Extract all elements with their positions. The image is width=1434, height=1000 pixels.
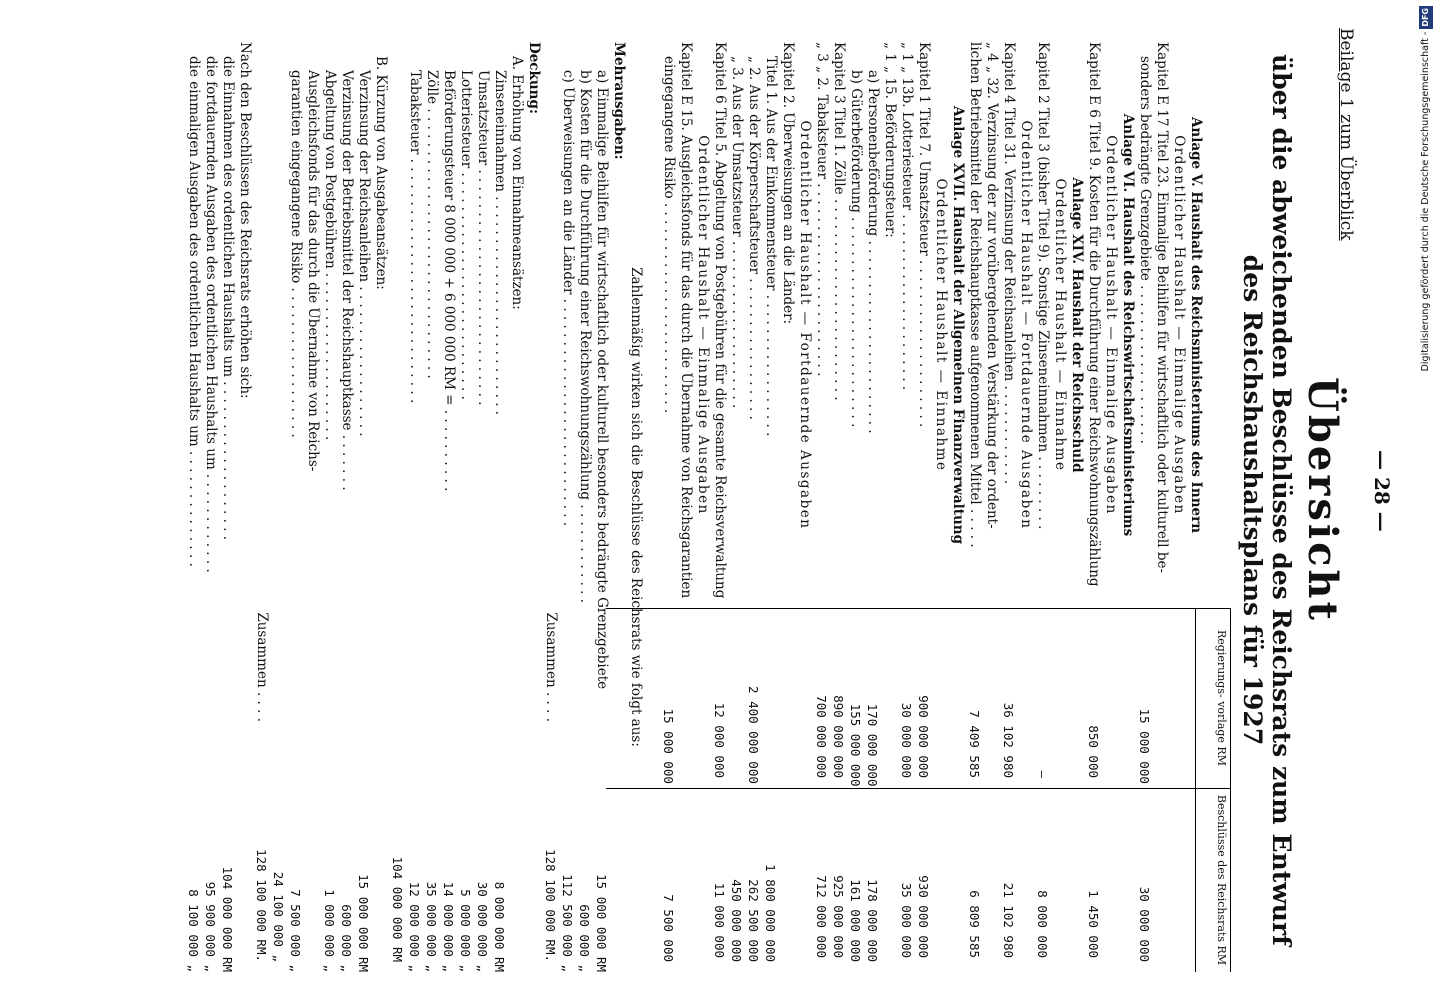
regierung-value: 890 000 000 — [831, 695, 846, 778]
table-row — [1102, 42, 1119, 972]
deckung-total-label: Zusammen . . . . — [254, 612, 270, 722]
row-label: Kapitel E 17 Titel 23. Einmalige Beihilfen für wirtschaftlich oder kulturell be- — [1154, 42, 1170, 574]
row-label: „ 1 „ 13b. Lotteriesteuer . . . . . . . . . . . . . . . . . . . . . — [899, 42, 915, 391]
regierung-value: 15 000 000 — [661, 708, 676, 784]
row-label: Kapitel E 6 Titel 9. Kosten für die Durchführung einer Reichswohnungszählung — [1086, 42, 1102, 587]
row-label: Ordentlicher Haushalt — Einnahme — [933, 178, 949, 472]
final-intro — [236, 42, 253, 972]
row-label: Ordentlicher Haushalt — Fortdauernde Ausgaben — [797, 120, 813, 530]
row-label: Kapitel E 15. Ausgleichsfonds für das durch die Übernahme von Reichsgarantien — [678, 42, 694, 599]
mehrausgaben-heading — [610, 42, 627, 972]
deckung-a-total — [389, 42, 406, 972]
deckung-b-item — [321, 42, 338, 972]
deckung-heading-label: Deckung: — [526, 42, 542, 114]
deckung-b-item-value: 600 000 „ — [339, 904, 354, 972]
table-row — [1136, 42, 1153, 972]
table-row — [711, 42, 728, 972]
table-row — [813, 42, 830, 972]
mehrausgaben-item-value: 15 000 000 RM — [594, 874, 609, 972]
beilage-label: Beilage 1 zum Überblick — [1336, 28, 1356, 241]
reichsrat-value: 161 000 000 — [848, 879, 863, 962]
regierung-value: 850 000 — [1086, 725, 1101, 778]
deckung-b-item — [355, 42, 372, 972]
reichsrat-value: 1 450 000 — [1086, 890, 1101, 958]
deckung-a-item-label: Beförderungsteuer 8 000 000 + 6 000 000 RM = . . . . . . . . . . — [441, 70, 457, 492]
row-label: a) Personenbeförderung . . . . . . . . . . . . . . . . . . . . . . . — [865, 70, 881, 434]
deckung-a-heading — [508, 42, 525, 972]
mehrausgaben-item — [593, 42, 610, 972]
deckung-b-item-label: Abgeltung von Postgebühren . . . . . . . . . . . . . . . . . . . . — [322, 70, 338, 441]
row-label: Titel 1. Aus der Einkommensteuer . . . . . . . . . . . . . . . . . — [763, 56, 779, 437]
deckung-b-heading — [372, 42, 389, 972]
row-label: Kapitel 3 Titel 1. Zölle . . . . . . . . . . . . . . . . . . . . . . . . — [831, 42, 847, 401]
regierung-value: 36 102 980 — [1001, 702, 1016, 778]
deckung-b-item — [338, 42, 355, 972]
deckung-b-item — [304, 42, 321, 972]
deckung-a-item-value: 5 000 000 „ — [458, 889, 473, 972]
final-item-label: die Einnahmen des ordentlichen Haushalts um . . . . . . . . . . . . . . . . . . . — [220, 56, 236, 541]
reichsrat-value: 7 500 000 — [661, 894, 676, 962]
final-item — [202, 42, 219, 972]
final-item-value: 95 900 000 „ — [203, 881, 218, 972]
deckung-a-item-value: 30 000 000 „ — [475, 881, 490, 972]
dfg-logo: DFG — [1419, 6, 1433, 29]
table-row — [847, 42, 864, 972]
final-item-label: die fortdauernden Ausgaben des ordentlichen Haushalts um . . . . . . . . . . . . — [203, 56, 219, 573]
deckung-b-item-value: 7 500 000 „ — [288, 889, 303, 972]
row-label: sonders bedrängte Grenzgebiete . . . . . . . . . . . . . . . . . . . — [1137, 56, 1153, 444]
dfg-stamp — [1419, 6, 1433, 994]
regierung-value: 7 409 585 — [967, 710, 982, 778]
reichsrat-value: 21 102 980 — [1001, 882, 1016, 958]
deckung-b-item — [287, 42, 304, 972]
reichsrat-value: 262 500 000 — [746, 879, 761, 962]
row-label: Kapitel 2 Titel 3 (bisher Titel 9). Sonstige Zinseneinnahmen . . . . . . . . . — [1035, 42, 1051, 530]
mehrausgaben-total-value: 128 100 000 RM. — [543, 849, 558, 962]
mehrausgaben-heading-label: Mehrausgaben: — [611, 42, 627, 160]
row-label: „ 1 „ 15. Beförderungsteuer: — [882, 42, 898, 238]
table-row — [1068, 42, 1085, 972]
table-row — [1153, 42, 1170, 972]
row-label: lichen Betriebsmittel der Reichshauptkasse aufgenommenen Mittel . . . . . — [967, 42, 983, 548]
reichsrat-value: 1 800 000 000 — [763, 864, 778, 962]
deckung-a-item — [474, 42, 491, 972]
regierung-value: 12 000 000 — [712, 702, 727, 778]
row-label: Anlage VI. Haushalt des Reichswirtschaftsministeriums — [1120, 113, 1136, 537]
reichsrat-value: 35 000 000 — [899, 882, 914, 958]
regierung-value: — — [1035, 770, 1050, 778]
final-item-value: 8 100 000 „ — [186, 889, 201, 972]
regierung-value: 900 000 000 — [916, 695, 931, 778]
document-subtitle-2: des Reichshaushaltsplans für 1927 — [1238, 254, 1267, 746]
deckung-a-item-label: Zinseneinnahmen . . . . . . . . . . . . . . . . . . . . . . . . . . — [492, 70, 508, 416]
mehrausgaben-total-label: Zusammen . . . . — [543, 612, 559, 722]
row-label: Kapitel 1 Titel 7. Umsatzsteuer . . . . . . . . . . . . . . . . . . . . — [916, 42, 932, 428]
row-label: Kapitel 6 Titel 5. Abgeltung von Postgebühren für die gesamte Reichsverwaltung — [712, 42, 728, 599]
deckung-b-item-label: Ausgleichsfonds für das durch die Übernahme von Reichs- — [305, 70, 321, 472]
table-row — [864, 42, 881, 972]
deckung-b-item-label: garantien eingegangene Risiko . . . . . . . . . . . . . . . . . . — [288, 70, 304, 438]
deckung-total-value: 128 100 000 RM. — [254, 849, 269, 962]
row-label: Kapitel 4 Titel 31. Verzinsung der Reichsanleihen . . . . . . . . . . . . — [1001, 42, 1017, 485]
mehrausgaben-item-label: b) Kosten für die Durchführung einer Reichswohnungszählung . . . . . . . . . . . . — [577, 70, 593, 604]
deckung-a-item-label: Lotteriesteuer . . . . . . . . . . . . . . . . . . . . . . . . . . . — [458, 70, 474, 400]
page-number: — 28 — — [1370, 450, 1394, 532]
reichsrat-value: 8 000 000 — [1035, 890, 1050, 958]
final-item-label: die einmaligen Ausgaben des ordentlichen Haushalts um . . . . . . . . . . . . . . — [186, 56, 202, 567]
document-title: Übersicht — [1299, 376, 1346, 623]
mehrausgaben-total — [542, 42, 559, 972]
deckung-a-item-label: Zölle . . . . . . . . . . . . . . . . . . . . . . . . . . . . . . . . — [424, 70, 440, 379]
table-row — [660, 42, 677, 972]
row-label: „ 3 „ 2. Tabaksteuer . . . . . . . . . . . . . . . . . . . . . . . — [814, 42, 830, 377]
deckung-a-item-value: 35 000 000 „ — [424, 881, 439, 972]
mehrausgaben-item-label: c) Überweisungen an die Länder . . . . . . . . . . . . . . . . . . . . . . . . . . . — [560, 70, 576, 527]
table-row — [796, 42, 813, 972]
deckung-b-total — [270, 42, 287, 972]
regierung-value: 700 000 000 — [814, 695, 829, 778]
deckung-b-item-label: Verzinsung der Reichsanleihen . . . . . . . . . . . . . . . . . . — [356, 70, 372, 437]
mehrausgaben-item — [559, 42, 576, 972]
stamp-text: Digitalisierung gefördert durch die Deutsche Forschungsgemeinschaft - — [1420, 31, 1431, 372]
rotated-document — [34, 0, 1434, 1000]
deckung-total — [253, 42, 270, 972]
deckung-heading — [525, 42, 542, 972]
deckung-a-item-label: Umsatzsteuer . . . . . . . . . . . . . . . . . . . . . . . . . . . . — [475, 70, 491, 406]
final-item — [185, 42, 202, 972]
deckung-b-item-value: 15 000 000 RM — [356, 874, 371, 972]
table-row — [1085, 42, 1102, 972]
final-item — [219, 42, 236, 972]
regierung-value: 2 400 000 000 — [746, 686, 761, 784]
row-label: Anlage XIV. Haushalt der Reichsschuld — [1069, 177, 1085, 473]
deckung-a-item — [491, 42, 508, 972]
table-row — [728, 42, 745, 972]
reichsrat-value: 450 000 000 — [729, 879, 744, 962]
table-row — [762, 42, 779, 972]
table-row — [949, 42, 966, 972]
deckung-a-item — [440, 42, 457, 972]
reichsrat-value: 712 000 000 — [814, 875, 829, 958]
final-item-value: 104 000 000 RM — [220, 866, 235, 972]
deckung-a-total-value: 104 000 000 RM — [390, 856, 405, 962]
summary-intro: Zahlenmäßig wirken sich die Beschlüsse des Reichsrats wie folgt aus: — [628, 267, 644, 747]
row-label: Anlage XVII. Haushalt der Allgemeinen Finanzverwaltung — [950, 105, 966, 545]
table-row — [1170, 42, 1187, 972]
row-label: „ 4 „ 32. Verzinsung der zur vorübergehenden Verstärkung der ordent- — [984, 42, 1000, 529]
deckung-b-item-label: Verzinsung der Betriebsmittel der Reichshauptkasse . . . . . . . — [339, 70, 355, 491]
table-row — [779, 42, 796, 972]
regierung-value: 155 000 000 — [848, 703, 863, 787]
table-row — [830, 42, 847, 972]
row-label: Ordentlicher Haushalt — Fortdauernde Ausgaben — [1018, 120, 1034, 530]
deckung-b-heading-label: B. Kürzung von Ausgabeansätzen: — [373, 56, 389, 290]
budget-table — [660, 42, 1204, 972]
deckung-b-item-value: 1 000 000 „ — [322, 889, 337, 972]
reichsrat-value: 30 000 000 — [1137, 886, 1152, 962]
table-row — [677, 42, 694, 972]
row-label: Ordentlicher Haushalt — Einnahme — [1052, 178, 1068, 472]
deckung-a-item — [406, 42, 423, 972]
row-label: b) Güterbeförderung . . . . . . . . . . . . . . . . . . . . . . . . . — [848, 70, 864, 428]
deckung-a-item — [423, 42, 440, 972]
row-label: Kapitel 2. Überweisungen an die Länder: — [780, 42, 796, 325]
table-top-rule — [1230, 608, 1231, 972]
column-header-reichsrat: Beschlüsse des Reichsrats RM — [1215, 794, 1228, 966]
regierung-value: 170 000 000 — [865, 703, 880, 787]
regierung-value: 15 000 000 — [1137, 708, 1152, 784]
column-header-regierung: Regierungs- vorlage RM — [1215, 630, 1228, 766]
document-subtitle-1: über die abweichenden Beschlüsse des Reichsrats zum Entwurf — [1267, 54, 1296, 946]
mehrausgaben-item — [576, 42, 593, 972]
table-row — [966, 42, 983, 972]
table-row — [745, 42, 762, 972]
deckung-a-item-value: 8 000 000 RM — [492, 881, 507, 972]
deckung-a-item-value: 14 000 000 „ — [441, 881, 456, 972]
row-label: „ 3. Aus der Umsatzsteuer . . . . . . . . . . . . . . . . . . . . — [729, 56, 745, 409]
mehrausgaben-item-value: 112 500 000 „ — [560, 874, 575, 972]
table-row — [1119, 42, 1136, 972]
table-row — [915, 42, 932, 972]
table-row — [881, 42, 898, 972]
row-label: eingegangene Risiko . . . . . . . . . . . . . . . . . . . . . . . . . — [661, 56, 677, 414]
deckung-a-heading-label: A. Erhöhung von Einnahmeansätzen: — [509, 56, 525, 310]
table-row — [694, 42, 711, 972]
deckung-a-item — [457, 42, 474, 972]
mehrausgaben-item-label: a) Einmalige Beihilfen für wirtschaftlich oder kulturell besonders bedrängte Grenzgebiete — [594, 70, 610, 690]
deckung-a-item-value: 12 000 000 „ — [407, 881, 422, 972]
table-row — [983, 42, 1000, 972]
deckung-a-item-label: Tabaksteuer . . . . . . . . . . . . . . . . . . . . . . . . . . . . . — [407, 70, 423, 404]
reichsrat-value: 930 000 000 — [916, 875, 931, 958]
reichsrat-value: 178 000 000 — [865, 879, 880, 962]
deckung-b-total-value: 24 100 000 „ — [271, 871, 286, 962]
table-row — [898, 42, 915, 972]
table-row — [1017, 42, 1034, 972]
reichsrat-value: 925 000 000 — [831, 875, 846, 958]
table-row — [1000, 42, 1017, 972]
row-label: Ordentlicher Haushalt — Einmalige Ausgaben — [1103, 135, 1119, 515]
row-label: Anlage V. Haushalt des Reichsministeriums des Innern — [1188, 116, 1204, 534]
regierung-value: 30 000 000 — [899, 702, 914, 778]
reichsrat-value: 6 809 585 — [967, 890, 982, 958]
row-label: Ordentlicher Haushalt — Einmalige Ausgaben — [1171, 135, 1187, 515]
row-label: Ordentlicher Haushalt — Einmalige Ausgaben — [695, 135, 711, 515]
mehrausgaben-item-value: 600 000 „ — [577, 904, 592, 972]
row-label: „ 2. Aus der Körperschaftsteuer . . . . . . . . . . . . . . . . . — [746, 56, 762, 420]
reichsrat-value: 11 000 000 — [712, 882, 727, 958]
table-row — [1051, 42, 1068, 972]
table-row — [1187, 42, 1204, 972]
table-row — [1034, 42, 1051, 972]
table-row — [932, 42, 949, 972]
final-intro-label: Nach den Beschlüssen des Reichsrats erhöhen sich: — [237, 42, 253, 399]
summary-section — [185, 42, 644, 972]
